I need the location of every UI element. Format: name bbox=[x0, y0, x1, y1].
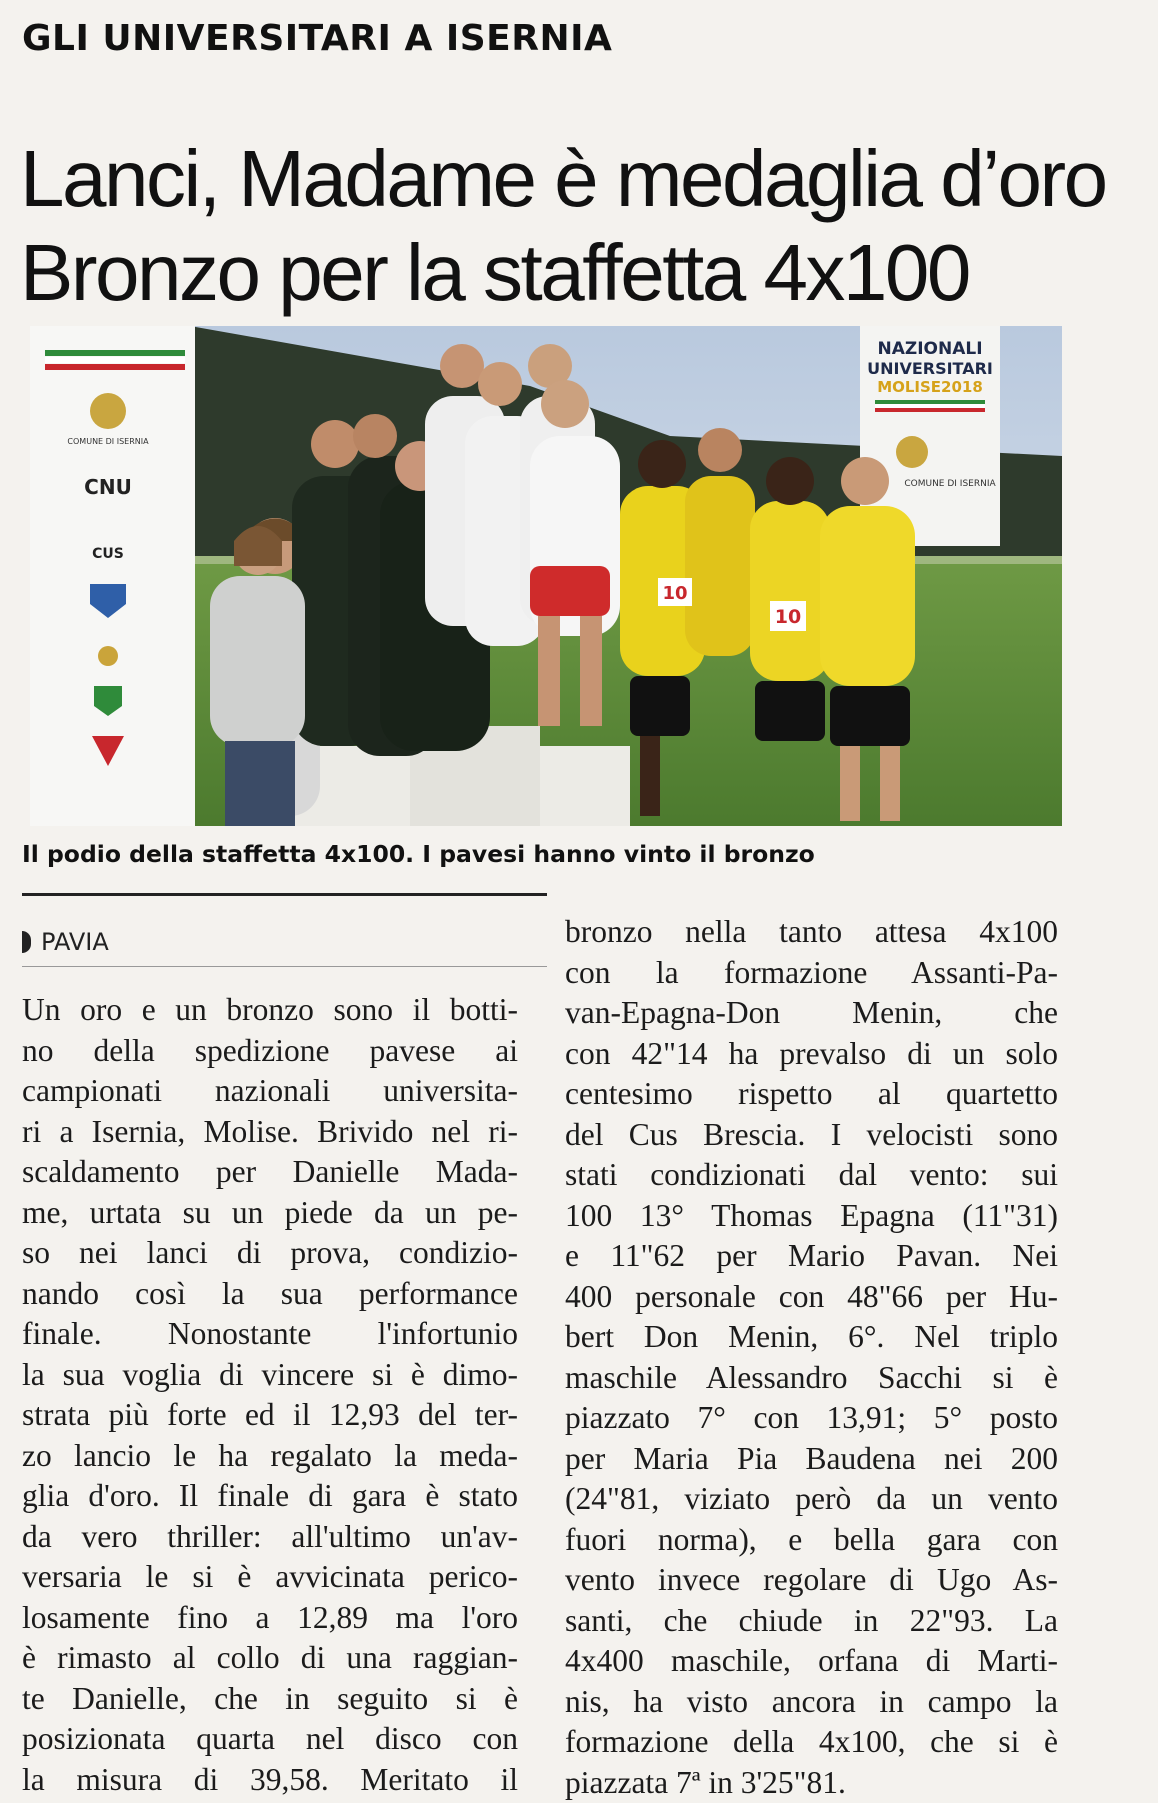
text-line: da vero thriller: all'ultimo un'av- bbox=[22, 1517, 518, 1558]
podium-photo bbox=[30, 326, 1062, 826]
headline-line-2: Bronzo per la staffetta 4x100 bbox=[20, 226, 1100, 320]
text-line: nando così la sua performance bbox=[22, 1274, 518, 1315]
text-line: versaria le si è avvicinata perico- bbox=[22, 1557, 518, 1598]
left-banner-cnu: CNU bbox=[84, 475, 132, 499]
banner-text-3: MOLISE2018 bbox=[877, 378, 983, 396]
text-line: losamente fino a 12,89 ma l'oro bbox=[22, 1598, 518, 1639]
text-line: piazzato 7° con 13,91; 5° posto bbox=[565, 1398, 1058, 1439]
article-kicker: GLI UNIVERSITARI A ISERNIA bbox=[22, 18, 612, 59]
banner-text-1: NAZIONALI bbox=[877, 339, 982, 359]
text-line: vento invece regolare di Ugo As- bbox=[565, 1560, 1058, 1601]
dateline bbox=[22, 928, 109, 956]
text-line: posizionata quarta nel disco con bbox=[22, 1719, 518, 1760]
text-line: Un oro e un bronzo sono il botti- bbox=[22, 990, 518, 1031]
text-line: la misura di 39,58. Meritato il bbox=[22, 1760, 518, 1801]
text-line: stati condizionati dal vento: sui bbox=[565, 1155, 1058, 1196]
dateline-divider bbox=[22, 966, 547, 967]
banner-text-2: UNIVERSITARI bbox=[867, 359, 993, 378]
left-banner-cus: CUS bbox=[92, 546, 124, 562]
text-line: con la formazione Assanti-Pa- bbox=[565, 953, 1058, 994]
left-banner-comune: COMUNE DI ISERNIA bbox=[67, 437, 149, 446]
bib-number-2: 10 bbox=[775, 606, 801, 628]
text-line: te Danielle, che in seguito si è bbox=[22, 1679, 518, 1720]
article-column-1 bbox=[22, 990, 518, 1800]
text-line: so nei lanci di prova, condizio- bbox=[22, 1233, 518, 1274]
text-line: glia d'oro. Il finale di gara è stato bbox=[22, 1476, 518, 1517]
dateline-text: PAVIA bbox=[41, 928, 109, 956]
article-column-2 bbox=[565, 912, 1058, 1803]
text-line: ri a Isernia, Molise. Brivido nel ri- bbox=[22, 1112, 518, 1153]
bib-number-1: 10 bbox=[662, 583, 687, 604]
caption-divider bbox=[22, 893, 547, 896]
text-line: bronzo nella tanto attesa 4x100 bbox=[565, 912, 1058, 953]
text-line: la sua voglia di vincere si è dimo- bbox=[22, 1355, 518, 1396]
text-line: me, urtata su un piede da un pe- bbox=[22, 1193, 518, 1234]
text-line: per Maria Pia Baudena nei 200 bbox=[565, 1439, 1058, 1480]
headline-line-1: Lanci, Madame è medaglia d’oro bbox=[20, 132, 1100, 226]
text-line: 400 personale con 48"66 per Hu- bbox=[565, 1277, 1058, 1318]
text-line: no della spedizione pavese ai bbox=[22, 1031, 518, 1072]
text-line: finale. Nonostante l'infortunio bbox=[22, 1314, 518, 1355]
right-banner-comune: COMUNE DI ISERNIA bbox=[904, 479, 996, 489]
text-line: van-Epagna-Don Menin, che bbox=[565, 993, 1058, 1034]
text-line: 100 13° Thomas Epagna (11"31) bbox=[565, 1196, 1058, 1237]
text-line: strata più forte ed il 12,93 del ter- bbox=[22, 1395, 518, 1436]
text-line: del Cus Brescia. I velocisti sono bbox=[565, 1115, 1058, 1156]
text-line: (24"81, viziato però da un vento bbox=[565, 1479, 1058, 1520]
text-line: è rimasto al collo di una raggian- bbox=[22, 1638, 518, 1679]
text-line: zo lancio le ha regalato la meda- bbox=[22, 1436, 518, 1477]
text-line: nis, ha visto ancora in campo la bbox=[565, 1682, 1058, 1723]
text-line: campionati nazionali universita- bbox=[22, 1071, 518, 1112]
text-line: bert Don Menin, 6°. Nel triplo bbox=[565, 1317, 1058, 1358]
text-line: scaldamento per Danielle Mada- bbox=[22, 1152, 518, 1193]
text-line: centesimo rispetto al quartetto bbox=[565, 1074, 1058, 1115]
text-line: con 42"14 ha prevalso di un solo bbox=[565, 1034, 1058, 1075]
text-line: piazzata 7ª in 3'25"81. bbox=[565, 1763, 1058, 1803]
text-line: santi, che chiude in 22"93. La bbox=[565, 1601, 1058, 1642]
dateline-marker-icon bbox=[22, 931, 31, 953]
text-line: fuori norma), e bella gara con bbox=[565, 1520, 1058, 1561]
text-line: maschile Alessandro Sacchi si è bbox=[565, 1358, 1058, 1399]
podium-photo-illustration bbox=[30, 326, 1062, 826]
text-line: 4x400 maschile, orfana di Marti- bbox=[565, 1641, 1058, 1682]
text-line: formazione della 4x100, che si è bbox=[565, 1722, 1058, 1763]
text-line: e 11"62 per Mario Pavan. Nei bbox=[565, 1236, 1058, 1277]
article-headline bbox=[20, 132, 1100, 320]
photo-caption: Il podio della staffetta 4x100. I pavesi hanno vinto il bronzo bbox=[22, 840, 815, 868]
